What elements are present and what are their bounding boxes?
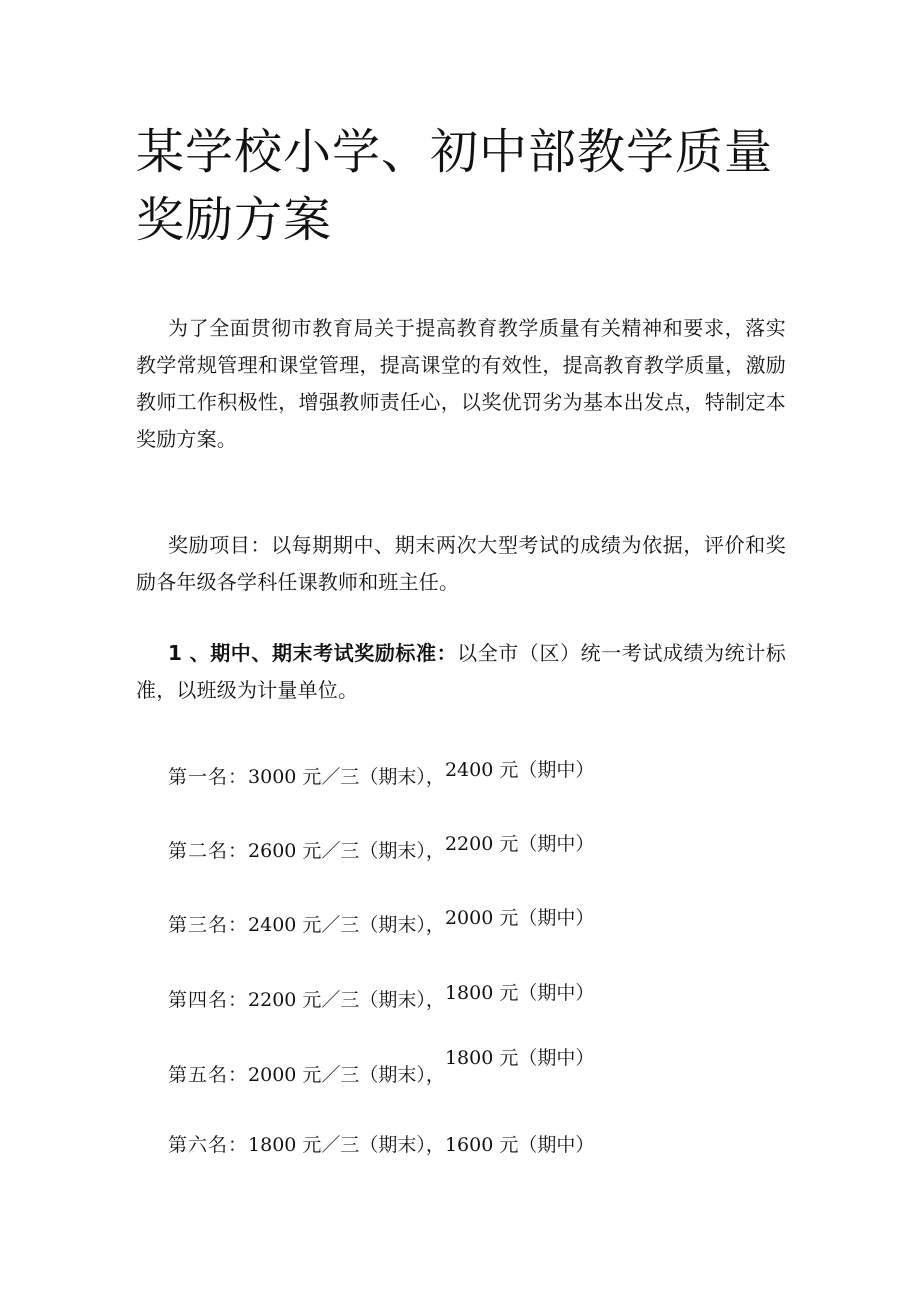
award-mid-unit: 元（期中）	[499, 907, 595, 929]
award-mid-unit: 元（期中）	[499, 982, 595, 1004]
award-final-amount: 2000	[248, 1064, 297, 1086]
award-rank: 第六名：	[168, 1134, 249, 1156]
award-final-unit: 元／三（期末），	[302, 989, 445, 1011]
award-row-1	[168, 759, 595, 789]
award-mid-amount: 2400	[444, 759, 494, 781]
award-rank: 第三名：	[168, 914, 249, 936]
award-final-amount: 2200	[248, 989, 297, 1011]
award-mid-amount: 2000	[444, 907, 494, 929]
award-mid-unit: 元（期中）	[499, 759, 595, 781]
award-final-amount: 1800	[248, 1134, 297, 1156]
award-row-6	[168, 1130, 594, 1157]
award-mid-unit: 元（期中）	[499, 833, 595, 855]
award-final-unit: 元／三（期末），	[302, 1064, 445, 1086]
award-mid-amount: 2200	[444, 833, 494, 855]
award-mid-amount: 1600	[444, 1134, 494, 1156]
award-rank: 第五名：	[168, 1064, 249, 1086]
intro-paragraph: 为了全面贯彻市教育局关于提高教育教学质量有关精神和要求，落实教学常规管理和课堂管理，提高课堂的有效性，提高教育教学质量，激励教师工作积极性，增强教师责任心，以奖优罚劣为基本出发点，特制定本奖励方案。	[136, 316, 786, 451]
award-rank: 第一名：	[168, 766, 249, 788]
award-final-unit: 元／三（期末），	[302, 840, 445, 862]
award-final-amount: 2400	[248, 914, 297, 936]
award-final-amount: 3000	[248, 766, 297, 788]
award-row-2	[168, 833, 595, 863]
award-mid-unit: 元（期中）	[499, 1134, 595, 1156]
award-final-unit: 元／三（期末），	[302, 766, 445, 788]
award-final-unit: 元／三（期末），	[302, 1134, 445, 1156]
award-row-4	[168, 982, 595, 1012]
award-mid-amount: 1800	[444, 982, 494, 1004]
award-rank: 第四名：	[168, 989, 249, 1011]
section-1-body: 以全市（区）统一考试成绩为统计标准，以班级为计量单位。	[136, 641, 786, 702]
document-title: 某学校小学、初中部教学质量奖励方案	[136, 124, 774, 248]
award-row-5	[168, 1047, 595, 1087]
award-project-paragraph: 奖励项目：以每期期中、期末两次大型考试的成绩为依据，评价和奖励各年级各学科任课教师和班主任。	[136, 533, 786, 594]
award-mid-amount: 1800	[444, 1047, 494, 1069]
award-final-unit: 元／三（期末），	[302, 914, 445, 936]
section-1-paragraph	[136, 635, 786, 709]
section-1-heading: 1 、期中、期末考试奖励标准：	[168, 641, 458, 665]
award-final-amount: 2600	[248, 840, 297, 862]
award-row-3	[168, 907, 595, 937]
award-mid-unit: 元（期中）	[499, 1047, 595, 1069]
award-rank: 第二名：	[168, 840, 249, 862]
